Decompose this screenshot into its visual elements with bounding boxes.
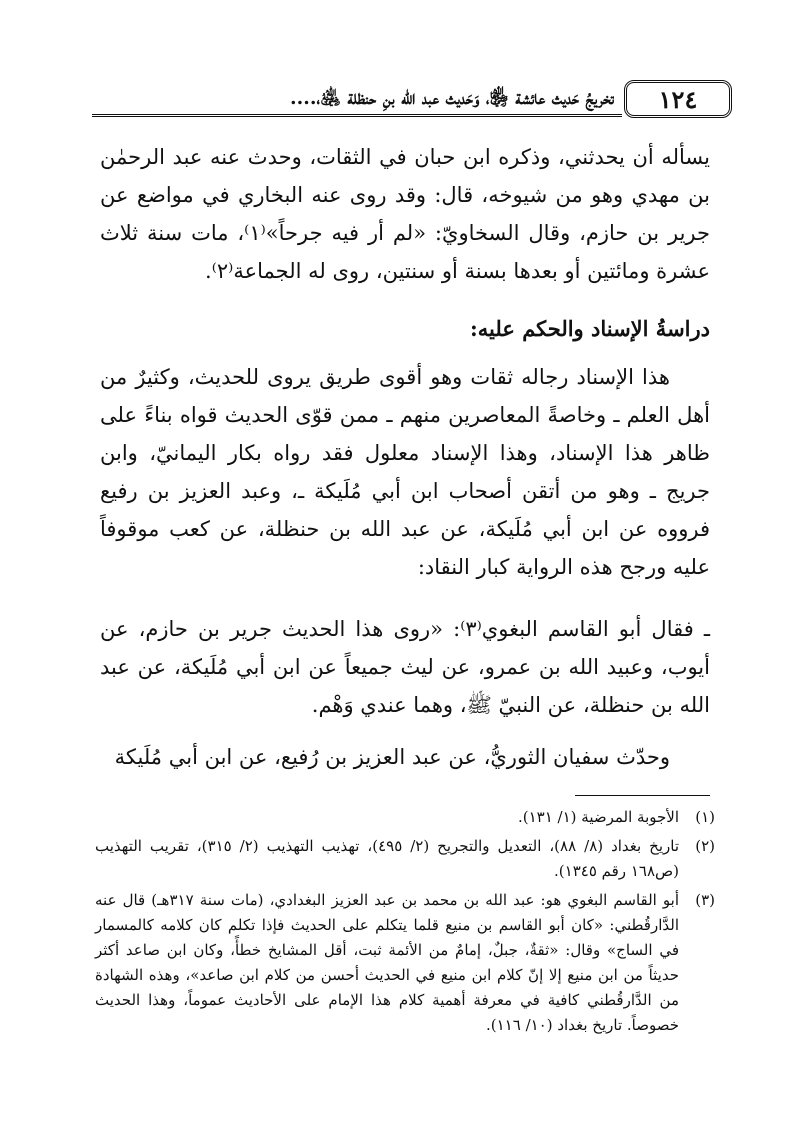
paragraph-1	[100, 138, 710, 290]
footnote-text: الأجوبة المرضية (١/ ١٣١).	[517, 808, 679, 826]
footnote-item	[95, 834, 715, 884]
footnote-text: أبو القاسم البغوي هو: عبد الله بن محمد بن عبد العزيز البغدادي، (مات سنة ٣١٧هـ) قال عنه الدَّارقُطني: «كان أبو القاسم بن منيع قلما يتكلم على الحديث فإذا تكلم كان كلامه كالمسمار في الساج» وقال: «ثقةٌ، جبلٌ، إمامٌ من الأئمة ثبت، أقل المشايخ خطأً، وكان ابن صاعد أكثر حديثاً من ابن منيع إلا إنّ كلام ابن منيع في الحديث أحسن من كلام ابن صاعد»، وهذه الشهادة من الدَّارقُطني كافية في معرفة أهمية كلام هذا الإمام على الأحاديث عموماً، وهذا الحديث خصوصاً. تاريخ بغداد (١٠/ ١١٦).	[95, 891, 680, 1034]
footnote-number: (٣)	[695, 891, 715, 909]
footnote-text: تاريخ بغداد (٨/ ٨٨)، التعديل والتجريح (٢/ ٤٩٥)، تهذيب التهذيب (٢/ ٣١٥)، تقريب التهذيب (ص١٦٨ رقم ١٣٤٥).	[95, 837, 680, 880]
paragraph-3-text: ـ فقال أبو القاسم البغوي⁽٣⁾: «روى هذا الحديث جرير بن حازم، عن أيوب، وعبيد الله بن عمرو، عن ليث جميعاً عن ابن أبي مُلَيكة، عن عبد الله بن حنظلة، عن النبيّ ﷺ، وهما عندي وَهْم.	[100, 617, 711, 717]
footnotes	[95, 805, 715, 1042]
running-title: تخريجُ حَديث عائشة ﵂، وَحَديث عبد الله بنِ حنظلة ﵁،....	[290, 87, 614, 109]
page-header	[92, 80, 732, 120]
page-number: ١٢٤	[624, 80, 732, 118]
paragraph-4-text: وحدّث سفيان الثوريُّ، عن عبد العزيز بن رُفيع، عن ابن أبي مُلَيكة	[114, 745, 670, 769]
paragraph-3	[100, 610, 710, 724]
paragraph-1-text: يسأله أن يحدثني، وذكره ابن حبان في الثقات، وحدث عنه عبد الرحمٰن بن مهدي وهو من شيوخه، قال: وقد روى عنه البخاري في مواضع عن جرير بن حازم، وقال السخاويّ: «لم أر فيه جرحاً»⁽١⁾، مات سنة ثلاث عشرة ومائتين أو بعدها بسنة أو سنتين، روى له الجماعة⁽٢⁾.	[100, 145, 711, 283]
paragraph-2-text: هذا الإسناد رجاله ثقات وهو أقوى طريق يروى للحديث، وكثيرٌ من أهل العلم ـ وخاصةً المعاصرين منهم ـ ممن قوّى الحديث قواه بناءً على ظاهر هذا الإسناد، وهذا الإسناد معلول فقد رواه بكار اليمانيّ، وابن جريج ـ وهو من أتقن أصحاب ابن أبي مُلَيكة ـ، وعبد العزيز بن رفيع فرووه عن ابن أبي مُلَيكة، عن عبد الله بن حنظلة، عن كعب موقوفاً عليه ورجح هذه الرواية كبار النقاد:	[100, 365, 710, 579]
footnote-number: (٢)	[695, 837, 715, 855]
footnote-item	[95, 888, 715, 1038]
paragraph-4	[100, 738, 710, 776]
footnote-item	[95, 805, 715, 830]
section-heading: دراسةُ الإسناد والحكم عليه:	[470, 316, 710, 341]
paragraph-2	[100, 358, 710, 586]
footnote-number: (١)	[695, 808, 715, 826]
header-rule	[92, 114, 622, 117]
footnote-separator	[575, 795, 710, 796]
